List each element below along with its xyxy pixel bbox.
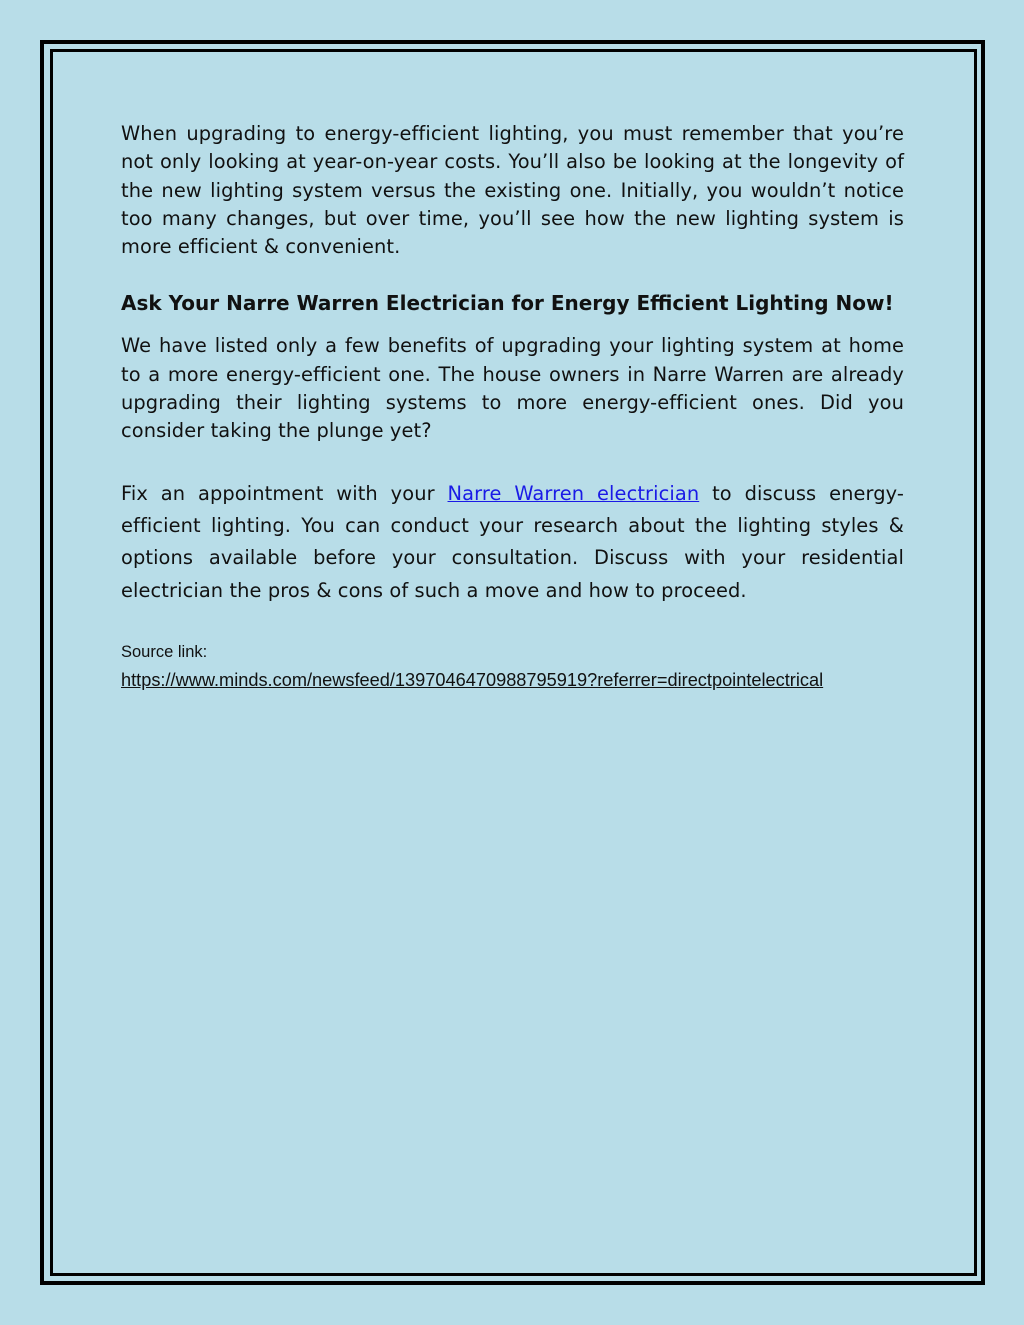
intro-paragraph: When upgrading to energy-efficient lighting, you must remember that you’re not only looking at year-on-year costs. You’ll also be looking at the longevity of the new lighting system versus the existing one. Initially, you wouldn’t notice too many changes, but over time, you’ll see how the new lighting system is more efficient & convenient.	[121, 122, 904, 259]
appointment-text-end: to discuss energy-efficient lighting. You can conduct your research about the lighting styles & options available before your consultation. Discuss with your residential electrician the pros & cons of such a move and how to proceed.	[121, 481, 905, 602]
narre-warren-electrician-link[interactable]: Narre Warren electrician	[447, 481, 700, 505]
source-url-link[interactable]: https://www.minds.com/newsfeed/1397046470988795919?referrer=directpointelectrical	[121, 669, 824, 690]
benefits-paragraph: We have listed only a few benefits of upgrading your lighting system at home to a more energy-efficient one. The house owners in Narre Warren are already upgrading their lighting systems to more energy-efficient ones. Did you consider taking the plunge yet?	[121, 334, 904, 443]
appointment-paragraph	[121, 478, 904, 607]
section-heading: Ask Your Narre Warren Electrician for Energy Efficient Lighting Now!	[121, 291, 894, 316]
document-body	[121, 120, 904, 691]
appointment-text-start: Fix an appointment with your	[121, 481, 448, 505]
source-label: Source link:	[121, 642, 208, 661]
